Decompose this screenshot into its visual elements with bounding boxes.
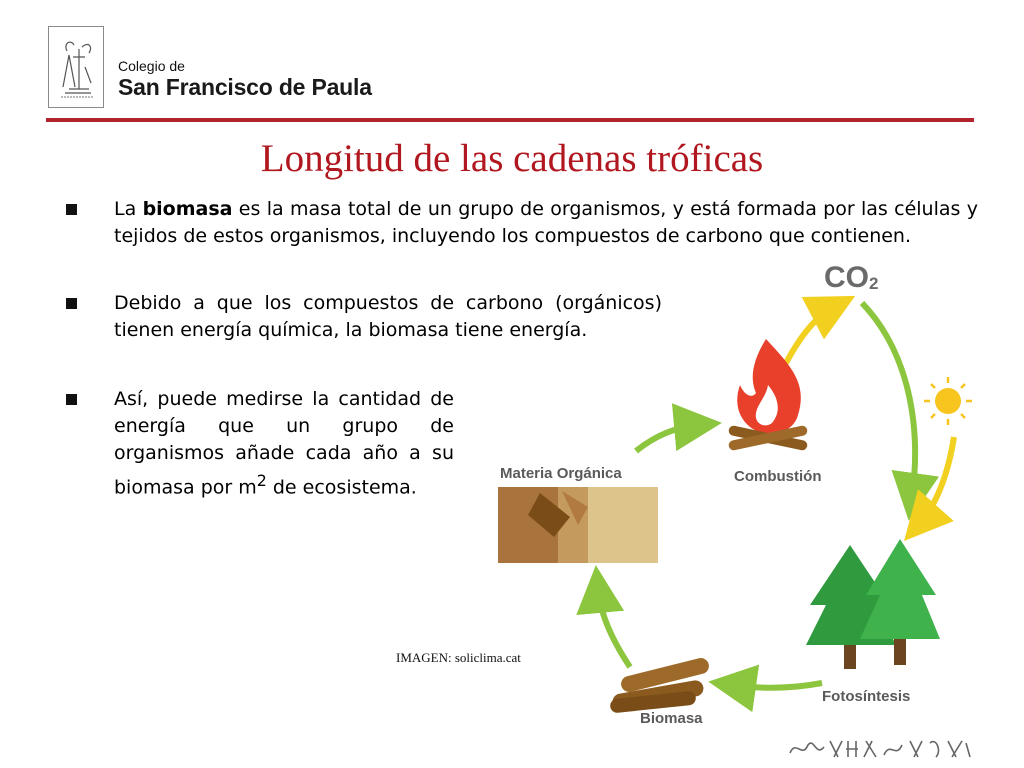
bullet-text-post: de ecosistema. xyxy=(266,476,417,499)
carbon-cycle-diagram xyxy=(470,255,990,735)
combustion-label: Combustión xyxy=(734,468,822,485)
image-credit: IMAGEN: soliclima.cat xyxy=(396,650,521,665)
slide-title: Longitud de las cadenas tróficas xyxy=(260,137,764,180)
school-name-line1: Colegio de xyxy=(118,58,185,74)
bullet-square-icon xyxy=(66,298,77,309)
bullet-text-post: es la masa total de un grupo de organismos, y está formada por las células y tejidos de estos organismos, incluyendo los compuestos de carbono que contienen. xyxy=(114,198,978,247)
bullet-text xyxy=(114,196,978,250)
school-crest-logo xyxy=(48,26,104,108)
fire-icon xyxy=(728,339,808,451)
bullet-square-icon xyxy=(66,204,77,215)
bullet-text-pre: Así, puede medirse la cantidad de energía que un grupo de organismos añade cada año a su biomasa por m xyxy=(114,388,454,499)
co2-label-main: CO xyxy=(824,261,869,294)
organic-matter-label: Materia Orgánica xyxy=(500,465,622,482)
biomass-label: Biomasa xyxy=(640,710,703,727)
photosynthesis-label: Fotosíntesis xyxy=(822,688,911,705)
bullet-text xyxy=(114,386,454,501)
bullet-square-icon xyxy=(66,394,77,405)
arrow-co2-to-trees xyxy=(862,303,915,497)
arrow-trees-to-biomasa xyxy=(732,683,822,688)
school-name-line2: San Francisco de Paula xyxy=(118,74,372,100)
arrow-materia-to-combustion xyxy=(636,425,698,451)
arrow-biomasa-to-materia xyxy=(598,589,630,667)
header-divider xyxy=(46,118,974,122)
bullet-text-bold: biomasa xyxy=(142,198,233,220)
arrow-sun-to-trees xyxy=(920,437,954,523)
co2-label xyxy=(824,261,878,295)
bullet-text-superscript: 2 xyxy=(256,471,267,490)
co2-label-sub: 2 xyxy=(869,274,879,293)
logs-icon xyxy=(610,656,711,713)
cycle-graphic xyxy=(470,255,990,735)
arrow-combustion-to-co2 xyxy=(786,307,834,363)
organic-matter-photo xyxy=(498,487,658,563)
sun-icon xyxy=(924,377,972,425)
school-name xyxy=(118,58,372,100)
crest-icon xyxy=(49,27,103,107)
bullet-text: Debido a que los compuestos de carbono (orgánicos) tienen energía química, la biomasa tiene energía. xyxy=(114,292,662,341)
trees-icon xyxy=(806,539,940,669)
signature-decoration xyxy=(786,733,976,763)
bullet-text-pre: La xyxy=(114,198,143,220)
